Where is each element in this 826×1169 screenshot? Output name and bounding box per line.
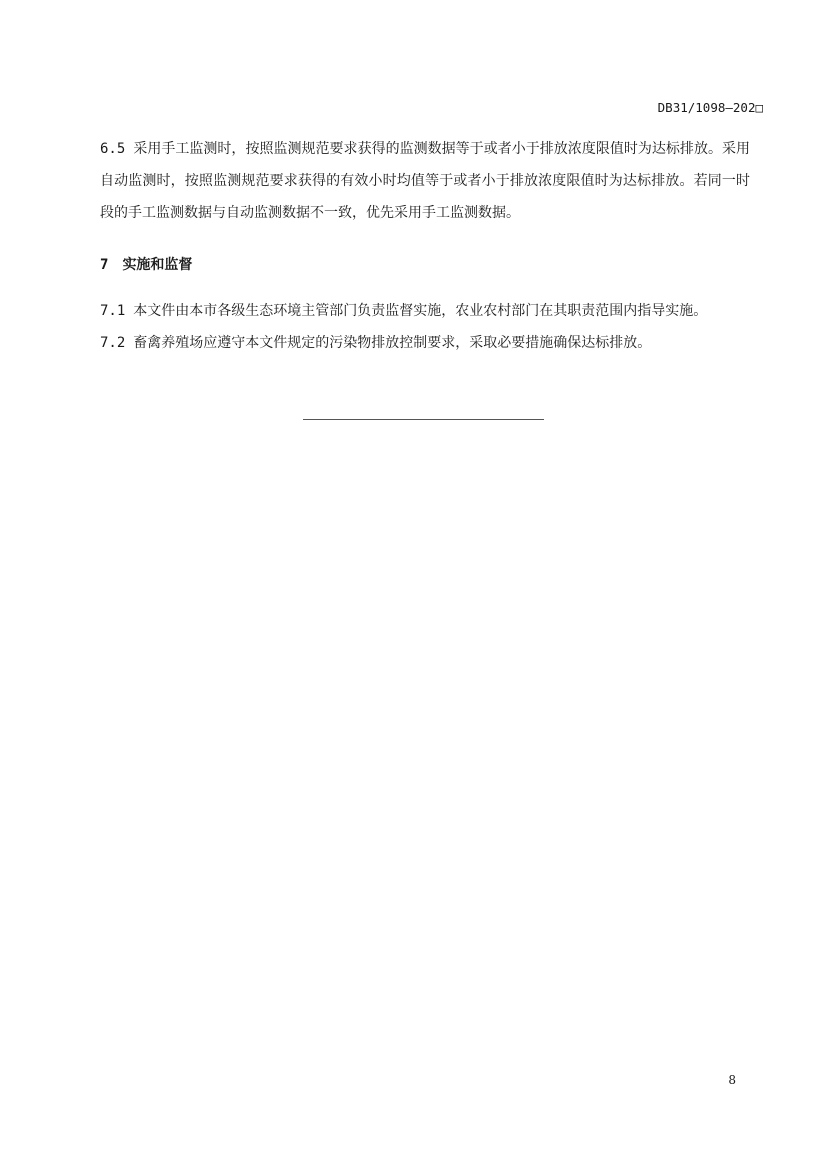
clause-6-5 <box>100 133 750 229</box>
clause-number: 7.1 <box>100 303 126 319</box>
section-title: 实施和监督 <box>122 257 193 273</box>
section-heading-7 <box>100 251 192 279</box>
clause-text: 采用手工监测时，按照监测规范要求获得的监测数据等于或者小于排放浓度限值时为达标排放。采用自动监测时，按照监测规范要求获得的有效小时均值等于或者小于排放浓度限值时为达标排放。若同一时段的手工监测数据与自动监测数据不一致，优先采用手工监测数据。 <box>100 141 750 221</box>
clause-7-2 <box>100 327 750 359</box>
page-number: 8 <box>728 1073 736 1087</box>
clause-text: 本文件由本市各级生态环境主管部门负责监督实施，农业农村部门在其职责范围内指导实施。 <box>133 303 708 319</box>
clause-text: 畜禽养殖场应遵守本文件规定的污染物排放控制要求，采取必要措施确保达标排放。 <box>133 335 652 351</box>
end-of-document-rule <box>303 419 544 420</box>
section-number: 7 <box>100 257 109 273</box>
clause-number: 6.5 <box>100 141 126 157</box>
document-code: DB31/1098—202□ <box>657 100 763 115</box>
clause-7-1 <box>100 295 750 327</box>
clause-number: 7.2 <box>100 335 126 351</box>
